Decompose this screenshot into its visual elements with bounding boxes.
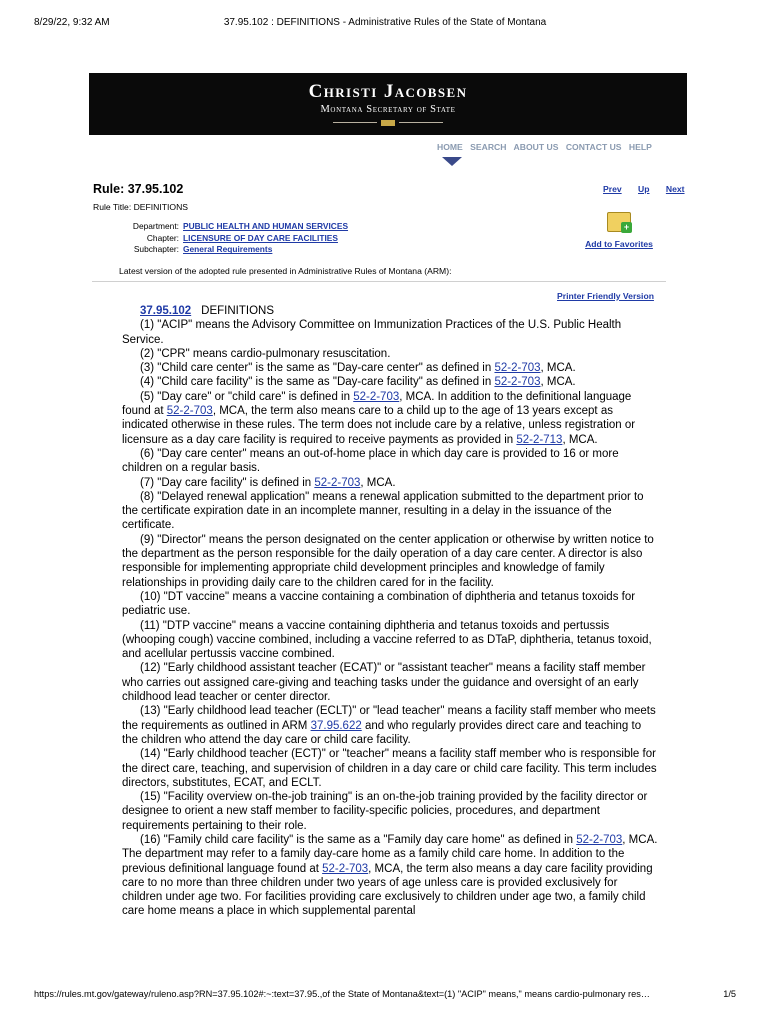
statute-link[interactable]: 52-2-703: [314, 476, 361, 489]
print-footer: [34, 989, 736, 1003]
definition-paragraph: [122, 590, 658, 619]
definition-paragraph: [122, 790, 658, 833]
statute-link[interactable]: 52-2-703: [322, 862, 369, 875]
definition-paragraph: [122, 476, 658, 490]
subchapter-link[interactable]: General Requirements: [183, 244, 273, 255]
add-favorites[interactable]: [583, 212, 655, 249]
nav-about-us[interactable]: ABOUT US: [513, 142, 559, 152]
definition-paragraph: [122, 704, 658, 747]
rule-body: [122, 304, 658, 919]
definitions-list: [122, 318, 658, 918]
print-page-number: 1/5: [723, 989, 736, 999]
definition-text: , MCA.: [562, 433, 598, 446]
banner-subtitle: Montana Secretary of State: [320, 104, 456, 115]
definition-text: and who regularly provides direct care and teaching to the children who attend the day care or child care facility.: [122, 719, 642, 746]
definition-text: (2) "CPR" means cardio-pulmonary resuscitation.: [140, 347, 391, 360]
statute-link[interactable]: 52-2-703: [353, 390, 400, 403]
statute-link[interactable]: 37.95.622: [310, 719, 362, 732]
divider: [92, 281, 666, 282]
next-link[interactable]: Next: [665, 184, 685, 194]
statute-link[interactable]: 52-2-703: [494, 362, 541, 375]
definition-text: , MCA.: [540, 362, 576, 375]
chapter-link[interactable]: LICENSURE OF DAY CARE FACILITIES: [183, 232, 338, 243]
definition-text: (7) "Day care facility" is defined in: [140, 476, 315, 489]
definition-paragraph: [122, 375, 658, 389]
print-header: [34, 17, 736, 31]
printer-friendly-link[interactable]: Printer Friendly Version: [557, 291, 654, 301]
rule-pager: [603, 184, 685, 194]
print-url: https://rules.mt.gov/gateway/ruleno.asp?RN=37.95.102#:~:text=37.95.,of the State of Montana&text=(1) "ACIP" means," means cardio-pulmonary res…: [34, 989, 650, 999]
statute-link[interactable]: 52-2-703: [494, 376, 541, 389]
definition-paragraph: [122, 361, 658, 375]
rule-metadata: [112, 221, 348, 256]
definition-text: (11) "DTP vaccine" means a vaccine containing diphtheria and tetanus toxoids and pertussis (whooping cough) vaccine combined, including a vaccine referred to as DTaP, diphtheria, tetanus toxoid, and acellular pertussis vaccine combined.: [122, 619, 652, 661]
statute-link[interactable]: 52-2-713: [516, 433, 563, 446]
rule-number-link[interactable]: 37.95.102: [140, 305, 192, 317]
definition-text: (13) "Early childhood lead teacher (ECLT)" or "lead teacher" means a facility staff member who meets the requirements as outlined in ARM: [122, 705, 656, 732]
definition-text: , MCA.: [540, 376, 576, 389]
favorites-folder-icon[interactable]: +: [607, 212, 631, 232]
definition-text: (6) "Day care center" means an out-of-home place in which day care is provided to 16 or more children on a regular basis.: [122, 447, 619, 475]
department-label: Department:: [132, 221, 179, 231]
banner-name: Christi Jacobsen: [308, 81, 468, 102]
definition-text: (1) "ACIP" means the Advisory Committee on Immunization Practices of the U.S. Public Health Service.: [122, 319, 622, 346]
subchapter-label: Subchapter:: [133, 244, 179, 255]
definition-text: , MCA, the term also means a day care facility providing care to no more than three children under two years of age unless care is provided exclusively for children under age two. For facilities providing care exclusively to children under age two, a family child care home means a place in which supplemental parental: [122, 862, 653, 918]
site-banner[interactable]: [89, 73, 687, 135]
rule-title: Rule: 37.95.102: [93, 182, 184, 196]
print-datetime: 8/29/22, 9:32 AM: [34, 17, 110, 28]
definition-paragraph: [122, 619, 658, 662]
prev-link[interactable]: Prev: [603, 184, 622, 194]
nav-contact-us[interactable]: CONTACT US: [565, 142, 622, 152]
definition-paragraph: [122, 747, 658, 790]
definition-text: (10) "DT vaccine" means a vaccine containing a combination of diphtheria and tetanus toxoids for pediatric use.: [122, 590, 636, 618]
definition-paragraph: [122, 533, 658, 590]
definition-text: , MCA. The department may refer to a family day-care home as a family child care home. In addition to the previous definitional language found at: [122, 833, 658, 875]
definition-text: (16) "Family child care facility" is the same as a "Family day care home" as defined in: [140, 833, 577, 846]
definition-text: (8) "Delayed renewal application" means a renewal application submitted to the department prior to the certificate expiration date in an incomplete manner, resulting in a delay in the issuance of the certificate.: [122, 490, 644, 532]
up-link[interactable]: Up: [638, 184, 650, 194]
nav-home[interactable]: HOME: [437, 142, 463, 152]
definition-text: (4) "Child care facility" is the same as "Day-care facility" as defined in: [140, 376, 495, 389]
rule-title-line: Rule Title: DEFINITIONS: [93, 202, 189, 212]
definition-text: (9) "Director" means the person designated on the center application or otherwise by written notice to the department as the person responsible for the daily operation of a day care center. A director is also responsible for implementing appropriate child development principles and knowledge of family relationships in providing daily care to the children cared for in the facility.: [122, 533, 654, 589]
definition-paragraph: [122, 347, 658, 361]
top-nav: [437, 142, 657, 152]
definition-paragraph: [122, 661, 658, 704]
montana-ornament-icon: [333, 120, 443, 126]
definition-text: , MCA. In addition to the definitional language found at: [122, 390, 632, 418]
definition-text: (15) "Facility overview on-the-job training" is an on-the-job training provided by the facility director or designee to orient a new staff member to facility-specific policies, procedures, and department requirements pertaining to their role.: [122, 791, 648, 832]
statute-link[interactable]: 52-2-703: [166, 405, 213, 418]
statute-link[interactable]: 52-2-703: [576, 833, 623, 846]
nav-help[interactable]: HELP: [628, 142, 652, 152]
definition-text: , MCA, the term also means care to a child up to the age of 13 years except as indicated otherwise in these rules. The term does not include care by a relative, unless registration or licensure as a day care facility is required to receive payments as provided in: [122, 405, 636, 446]
rule-heading-title: DEFINITIONS: [201, 305, 275, 317]
nav-arrow-icon: [442, 157, 462, 166]
definition-paragraph: [122, 318, 658, 347]
definition-text: (3) "Child care center" is the same as "Day-care center" as defined in: [140, 362, 495, 375]
definition-text: (5) "Day care" or "child care" is defined in: [140, 390, 354, 403]
rule-heading: [122, 304, 658, 318]
definition-paragraph: [122, 833, 658, 919]
chapter-label: Chapter:: [146, 232, 179, 243]
print-page-title: 37.95.102 : DEFINITIONS - Administrative Rules of the State of Montana: [223, 17, 547, 28]
add-favorites-link[interactable]: Add to Favorites: [585, 239, 653, 249]
latest-version-note: Latest version of the adopted rule presented in Administrative Rules of Montana (ARM):: [119, 266, 452, 276]
nav-search[interactable]: SEARCH: [470, 142, 507, 152]
definition-text: (12) "Early childhood assistant teacher (ECAT)" or "assistant teacher" means a facility staff member who carries out assigned care-giving and teaching tasks under the guidance and oversight of an early childhood lead teacher or center director.: [122, 662, 646, 704]
definition-paragraph: [122, 390, 658, 447]
definition-text: , MCA.: [360, 476, 396, 489]
department-link[interactable]: PUBLIC HEALTH AND HUMAN SERVICES: [183, 221, 349, 231]
definition-text: (14) "Early childhood teacher (ECT)" or "teacher" means a facility staff member who is responsible for the direct care, teaching, and supervision of children in a day care or child care facility. This term includes directors, substitutes, ECAT, and ECLT.: [122, 748, 657, 789]
definition-paragraph: [122, 490, 658, 533]
definition-paragraph: [122, 447, 658, 476]
